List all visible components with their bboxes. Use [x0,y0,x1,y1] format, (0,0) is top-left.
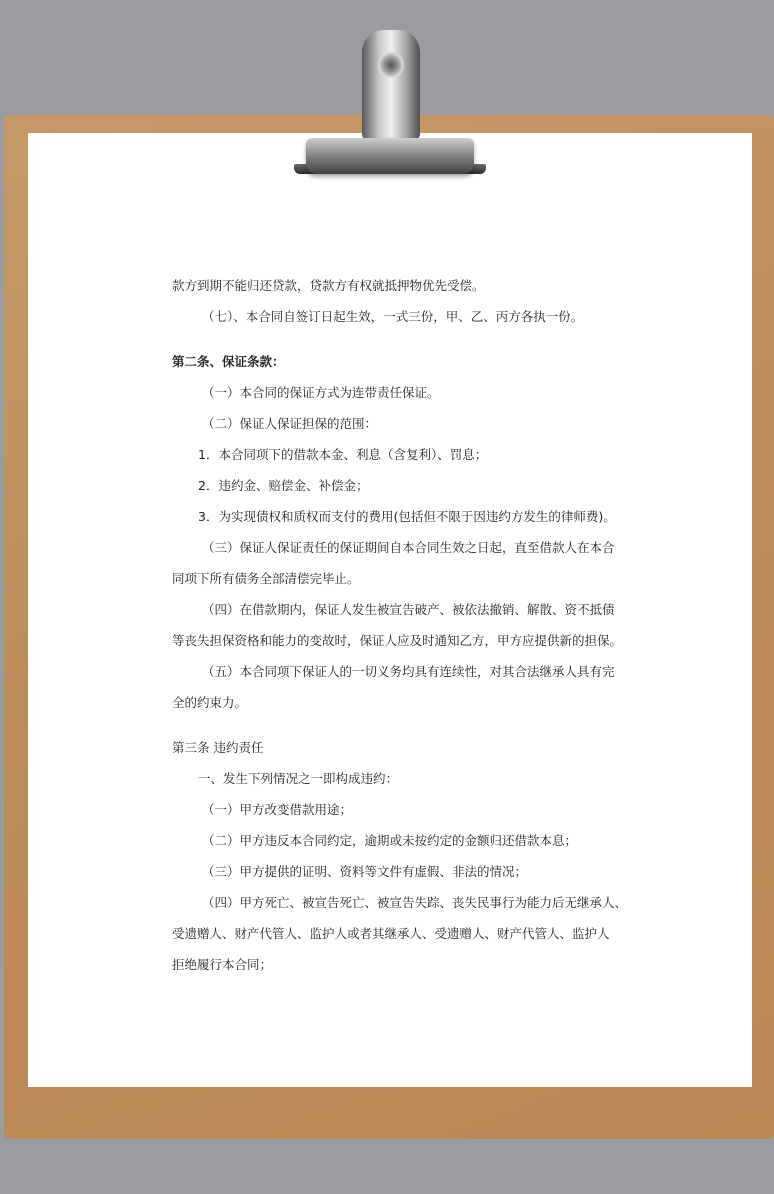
paragraph-line: （四）在借款期内，保证人发生被宣告破产、被依法撤销、解散、资不抵债 [202,602,615,617]
paragraph-line: 受遗赠人、财产代管人、监护人或者其继承人、受遗赠人、财产代管人、监护人 [172,926,610,941]
binder-clip-bar [306,138,474,174]
list-item: 2．违约金、赔偿金、补偿金； [198,478,369,493]
binder-clip-icon [362,30,420,140]
list-item: 1．本合同项下的借款本金、利息（含复利）、罚息； [198,447,488,462]
paragraph-line: （三）保证人保证责任的保证期间自本合同生效之日起，直至借款人在本合 [202,540,615,555]
paragraph-line: 等丧失担保资格和能力的变故时，保证人应及时通知乙方，甲方应提供新的担保。 [172,633,623,648]
list-item: （四）甲方死亡、被宣告死亡、被宣告失踪、丧失民事行为能力后无继承人、 [202,895,628,910]
list-item: （三）甲方提供的证明、资料等文件有虚假、非法的情况； [202,864,528,879]
contract-text [172,270,628,980]
paragraph-line: （七）、本合同自签订日起生效，一式三份，甲、乙、丙方各执一份。 [202,309,584,324]
list-item: （二）甲方违反本合同约定，逾期或未按约定的金额归还借款本息； [202,833,578,848]
list-item: 3．为实现债权和质权而支付的费用(包括但不限于因违约方发生的律师费)。 [198,509,616,524]
binder-clip-hole [378,52,404,78]
paragraph-line: 一、发生下列情况之一即构成违约： [198,771,399,786]
section-heading: 第二条、保证条款： [172,354,285,369]
paragraph-line: 拒绝履行本合同； [172,957,273,972]
section-heading: 第三条 违约责任 [172,740,264,755]
list-item: （一）甲方改变借款用途； [202,802,353,817]
paragraph-line: （一）本合同的保证方式为连带责任保证。 [202,385,440,400]
paragraph-line: （二）保证人保证担保的范围： [202,416,378,431]
paragraph-line: 全的约束力。 [172,695,248,710]
paragraph-line: （五）本合同项下保证人的一切义务均具有连续性，对其合法继承人具有完 [202,664,615,679]
paragraph-line: 款方到期不能归还贷款，贷款方有权就抵押物优先受偿。 [172,278,485,293]
paragraph-line: 同项下所有债务全部清偿完毕止。 [172,571,360,586]
